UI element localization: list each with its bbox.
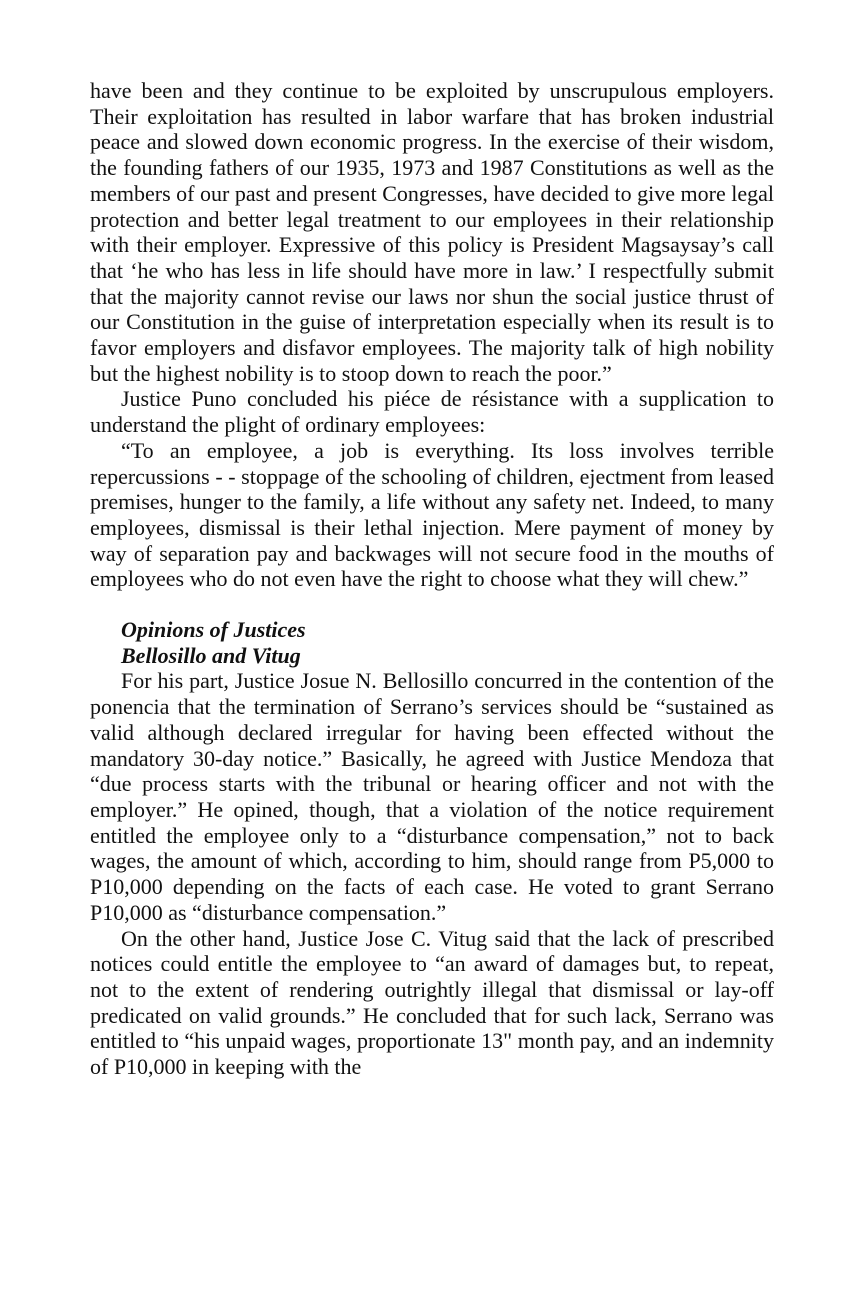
section-heading-line-1: Opinions of Justices	[121, 617, 306, 643]
paragraph-vitug: On the other hand, Justice Jose C. Vitug said that the lack of prescribed notices could entitle the employee to “an award of damages but, to repeat, not to the extent of rendering outrightly illegal that dismissal or lay-off predicated on valid grounds.” He concluded that for such lack, Serrano was entitled to “his unpaid wages, proportionate 13" month pay, and an indemnity of P10,000 in keeping with the	[90, 925, 774, 1080]
section-heading	[90, 617, 774, 668]
document-page	[90, 78, 774, 1080]
paragraph-continuation: have been and they continue to be exploited by unscrupulous employers. Their exploitation has resulted in labor warfare that has broken industrial peace and slowed down economic progress. In the exercise of their wisdom, the founding fathers of our 1935, 1973 and 1987 Constitutions as well as the members of our past and present Congresses, have decided to give more legal protection and better legal treatment to our employees in their relationship with their employer. Expressive of this policy is President Magsaysay’s call that ‘he who has less in life should have more in law.’ I respectfully submit that the majority cannot revise our laws nor shun the social justice thrust of our Constitution in the guise of interpretation especially when its result is to favor employers and disfavor employees. The majority talk of high nobility but the highest nobility is to stoop down to reach the poor.”	[90, 78, 774, 386]
paragraph-bellosillo: For his part, Justice Josue N. Bellosillo concurred in the contention of the ponencia that the termination of Serrano’s services should be “sustained as valid although declared irregular for having been effected without the mandatory 30-day notice.” Basically, he agreed with Justice Mendoza that “due process starts with the tribunal or hearing officer and not with the employer.” He opined, though, that a violation of the notice requirement entitled the employee only to a “disturbance compensation,” not to back wages, the amount of which, according to him, should range from P5,000 to P10,000 depending on the facts of each case. He voted to grant Serrano P10,000 as “disturbance compensation.”	[90, 668, 774, 925]
paragraph-puno-intro: Justice Puno concluded his piéce de résistance with a supplication to understand the plight of ordinary employees:	[90, 386, 774, 438]
section-heading-line-2: Bellosillo and Vitug	[121, 642, 301, 668]
paragraph-puno-quote: “To an employee, a job is everything. Its loss involves terrible repercussions - - stoppage of the schooling of children, ejectment from leased premises, hunger to the family, a life without any safety net. Indeed, to many employees, dismissal is their lethal injection. Mere payment of money by way of separation pay and backwages will not secure food in the mouths of employees who do not even have the right to choose what they will chew.”	[90, 437, 774, 592]
